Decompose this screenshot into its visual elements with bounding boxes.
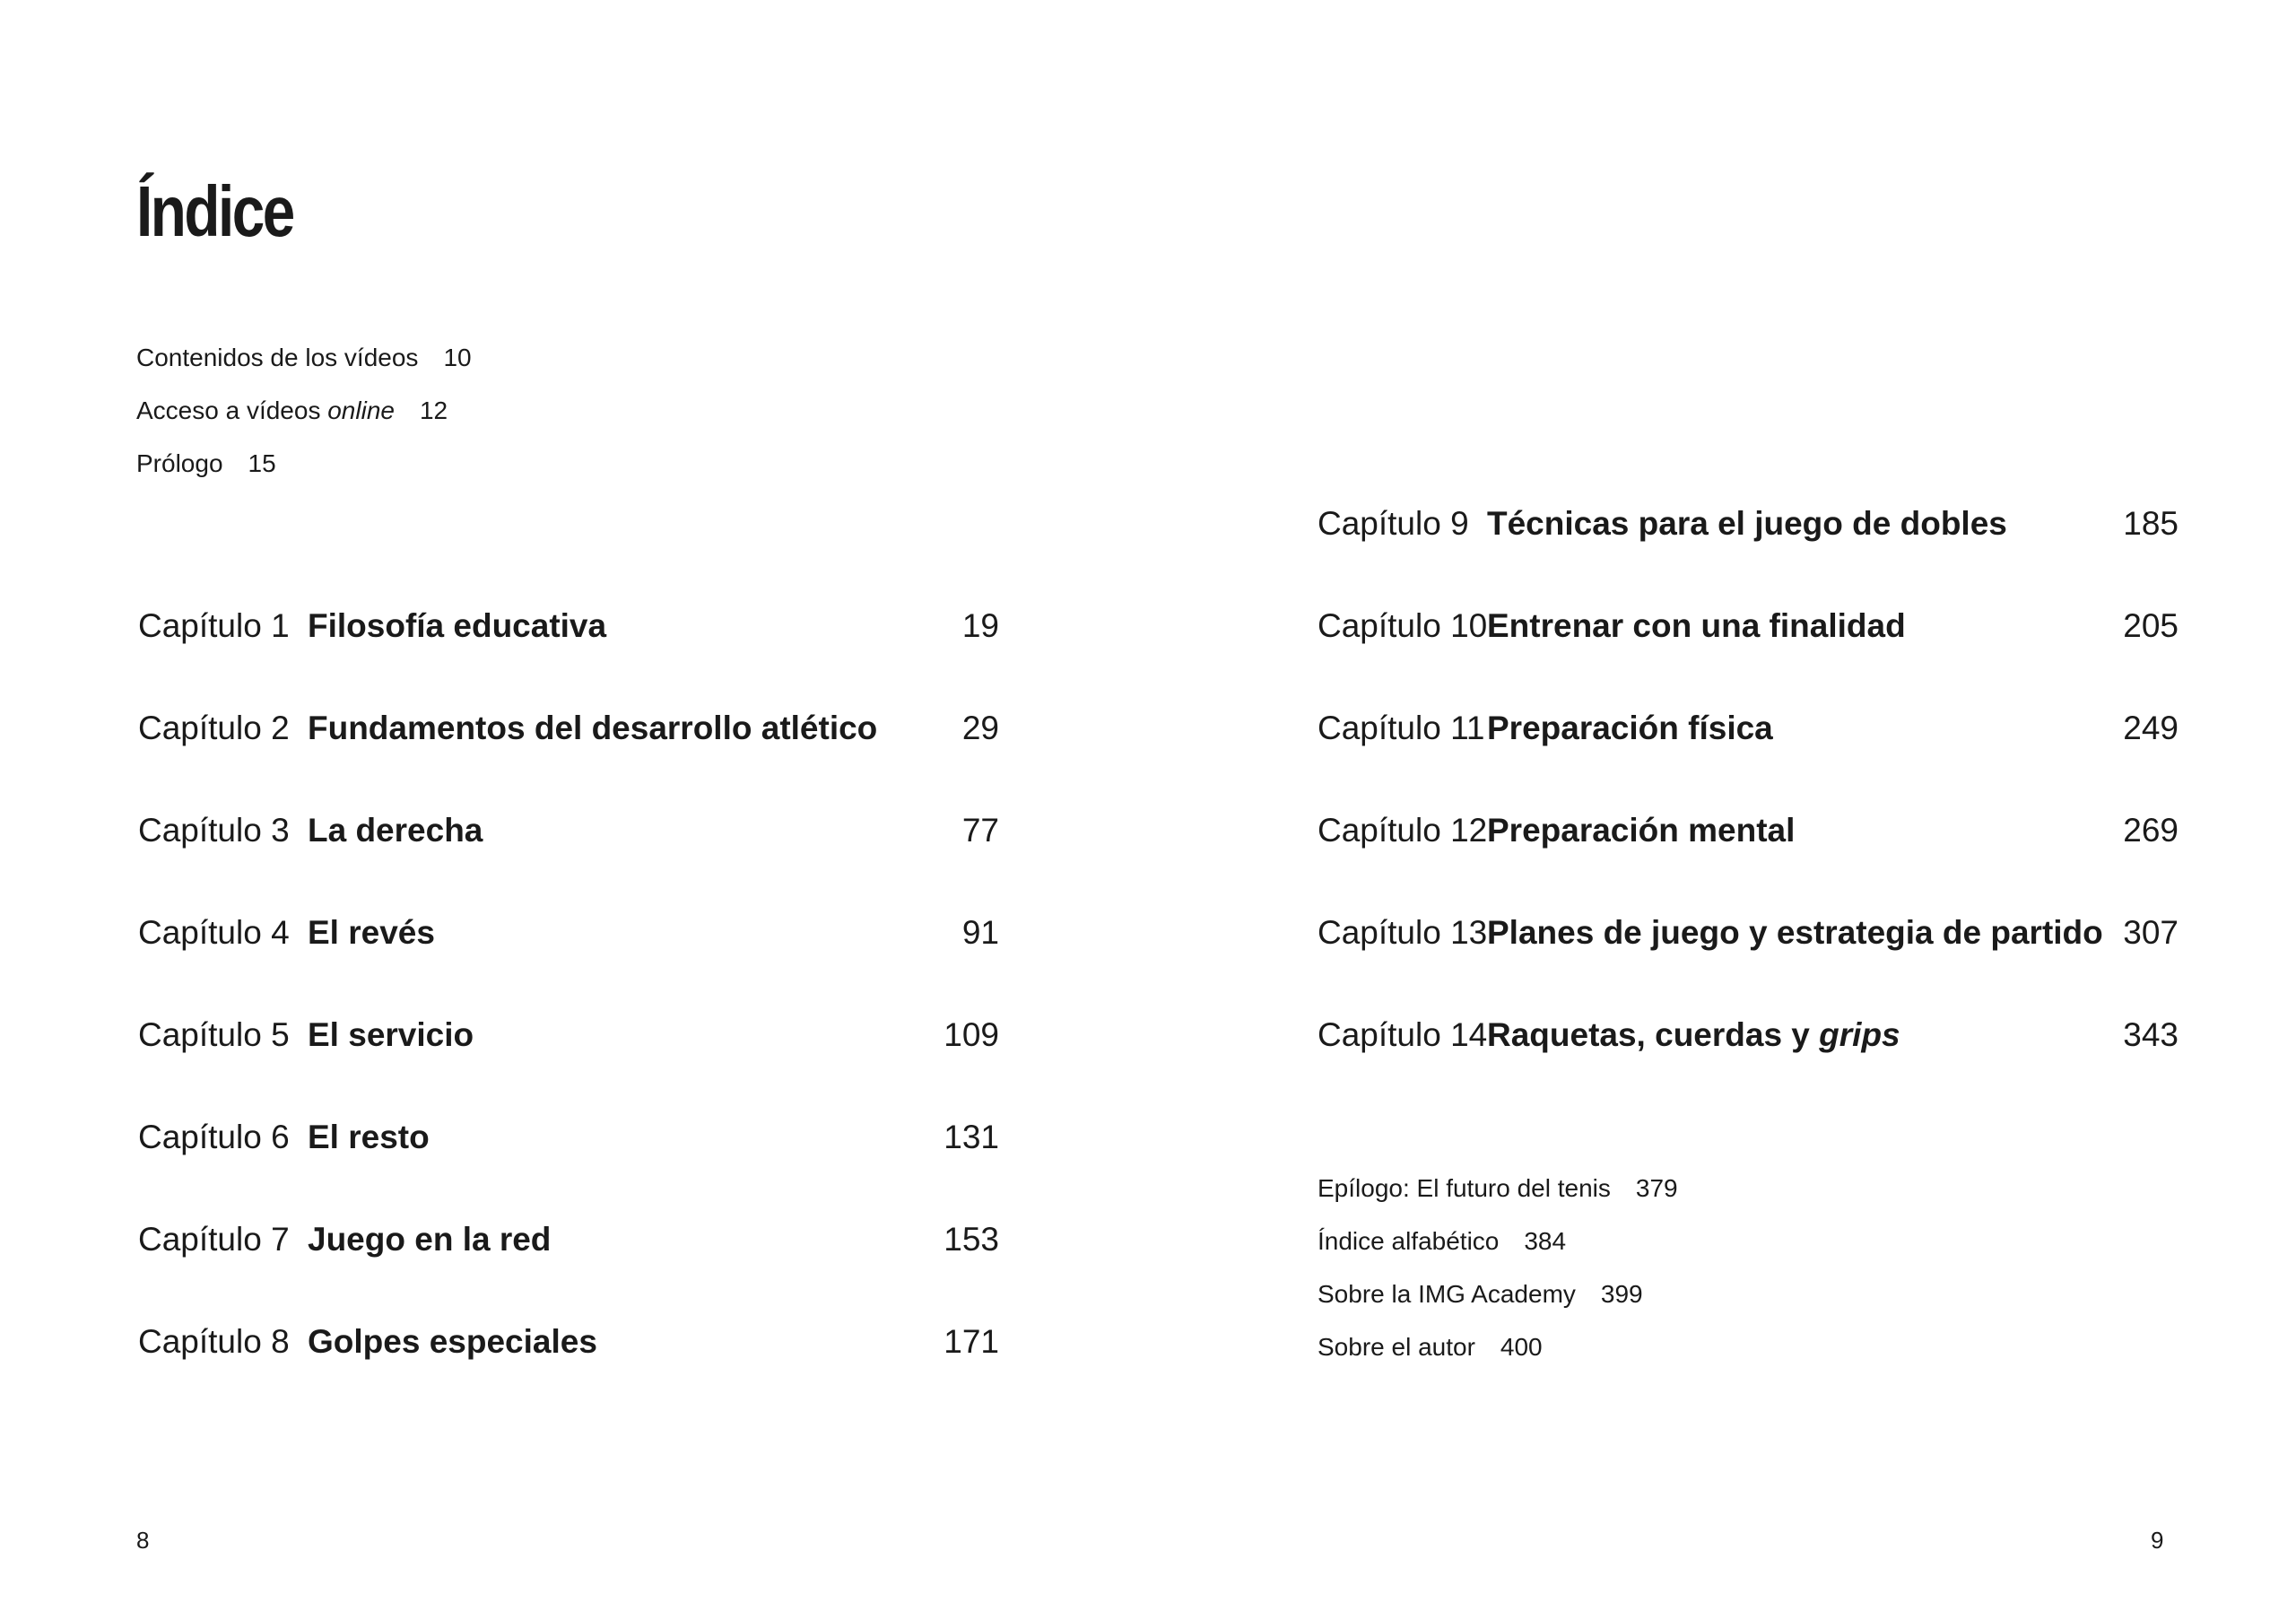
entry-label: Sobre el autor <box>1318 1333 1475 1361</box>
chapter-label: Capítulo 1 <box>138 607 290 644</box>
chapter-page: 249 <box>2123 710 2179 746</box>
chapter-label: Capítulo 2 <box>138 710 290 746</box>
chapter-row <box>1318 609 2179 654</box>
toc-entry <box>1318 1282 1643 1307</box>
entry-label-italic: online <box>327 396 395 424</box>
chapter-label: Capítulo 4 <box>138 914 290 951</box>
chapter-label: Capítulo 5 <box>138 1016 290 1053</box>
chapter-row <box>138 1223 999 1267</box>
chapter-page: 29 <box>961 710 999 746</box>
chapter-page: 109 <box>944 1016 999 1053</box>
toc-entry <box>136 345 472 370</box>
chapter-label: Capítulo 12 <box>1318 812 1488 849</box>
chapter-row <box>138 1325 999 1370</box>
chapter-page: 131 <box>944 1119 999 1155</box>
chapter-title: El revés <box>308 914 435 951</box>
chapter-row <box>138 1120 999 1165</box>
chapter-row <box>138 1018 999 1063</box>
entry-label: Índice alfabético <box>1318 1227 1500 1255</box>
entry-page: 400 <box>1500 1333 1543 1361</box>
chapter-title: Preparación física <box>1487 710 1773 746</box>
toc-entry <box>136 398 448 423</box>
chapter-row <box>138 916 999 961</box>
chapter-page: 91 <box>961 914 999 951</box>
page-number-left: 8 <box>136 1527 150 1554</box>
page-number-right: 9 <box>2151 1527 2164 1554</box>
toc-entry <box>1318 1176 1678 1201</box>
chapter-row <box>138 711 999 756</box>
entry-page: 399 <box>1600 1280 1643 1308</box>
chapter-title: Planes de juego y estrategia de partido <box>1487 914 2103 951</box>
chapter-page: 205 <box>2123 607 2179 644</box>
chapter-title: Preparación mental <box>1487 812 1796 849</box>
chapter-row <box>1318 1018 2179 1063</box>
page-title: Índice <box>136 171 293 251</box>
chapter-label: Capítulo 11 <box>1318 710 1485 746</box>
chapter-title: Técnicas para el juego de dobles <box>1487 505 2007 542</box>
chapter-label: Capítulo 3 <box>138 812 290 849</box>
chapter-row <box>1318 711 2179 756</box>
toc-entry <box>1318 1229 1566 1254</box>
entry-label: Prólogo <box>136 449 223 477</box>
entry-page: 12 <box>419 396 448 424</box>
entry-page: 15 <box>248 449 276 477</box>
chapter-page: 153 <box>944 1221 999 1258</box>
chapter-title: La derecha <box>308 812 483 849</box>
chapter-row <box>138 609 999 654</box>
chapter-label: Capítulo 14 <box>1318 1016 1488 1053</box>
chapter-row <box>1318 507 2179 552</box>
chapter-page: 77 <box>961 812 999 849</box>
chapter-title-italic: grips <box>1819 1016 1900 1053</box>
entry-label: Sobre la IMG Academy <box>1318 1280 1576 1308</box>
chapter-title: Raquetas, cuerdas y grips <box>1487 1016 1900 1053</box>
chapter-label: Capítulo 10 <box>1318 607 1488 644</box>
entry-page: 379 <box>1635 1174 1678 1202</box>
chapter-title: Golpes especiales <box>308 1323 597 1360</box>
chapter-row <box>138 814 999 858</box>
entry-label: Contenidos de los vídeos <box>136 344 419 371</box>
chapter-page: 269 <box>2123 812 2179 849</box>
chapter-page: 19 <box>961 607 999 644</box>
chapter-page: 343 <box>2123 1016 2179 1053</box>
toc-entry <box>1318 1335 1543 1360</box>
chapter-label: Capítulo 6 <box>138 1119 290 1155</box>
chapter-label: Capítulo 9 <box>1318 505 1469 542</box>
toc-entry <box>136 451 276 476</box>
chapter-row <box>1318 916 2179 961</box>
chapter-row <box>1318 814 2179 858</box>
chapter-page: 185 <box>2123 505 2179 542</box>
entry-page: 10 <box>443 344 472 371</box>
chapter-title: Fundamentos del desarrollo atlético <box>308 710 878 746</box>
chapter-page: 171 <box>944 1323 999 1360</box>
chapter-title: Juego en la red <box>308 1221 552 1258</box>
chapter-label: Capítulo 13 <box>1318 914 1488 951</box>
chapter-page: 307 <box>2123 914 2179 951</box>
entry-label: Acceso a vídeos <box>136 396 328 424</box>
chapter-label: Capítulo 7 <box>138 1221 290 1258</box>
chapter-title: Filosofía educativa <box>308 607 607 644</box>
chapter-title: El resto <box>308 1119 430 1155</box>
chapter-title: El servicio <box>308 1016 474 1053</box>
entry-label: Epílogo: El futuro del tenis <box>1318 1174 1611 1202</box>
chapter-title: Entrenar con una finalidad <box>1487 607 1906 644</box>
chapter-label: Capítulo 8 <box>138 1323 290 1360</box>
entry-page: 384 <box>1524 1227 1567 1255</box>
